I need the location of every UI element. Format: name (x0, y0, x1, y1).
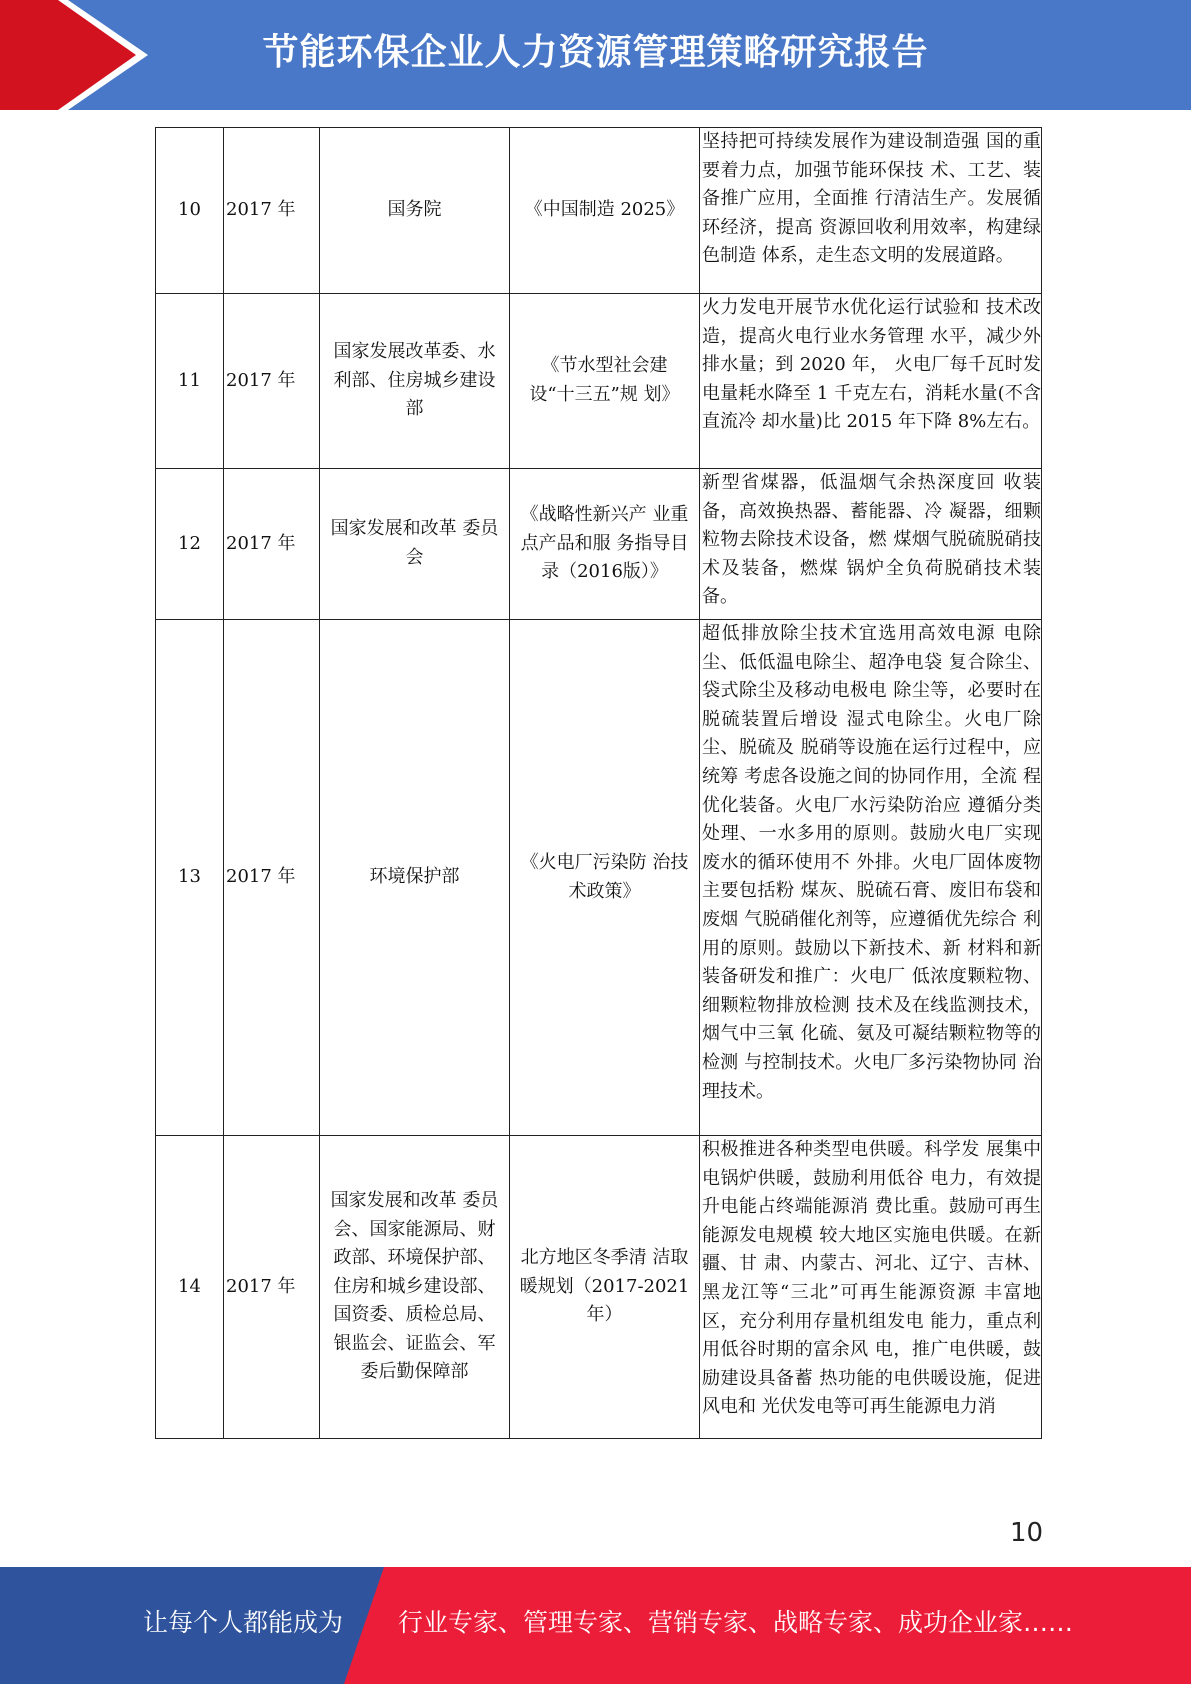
page-header (0, 0, 1191, 110)
row-year: 2017 年 (224, 1136, 320, 1439)
row-document: 《火电厂污染防 治技术政策》 (520, 851, 689, 902)
row-department: 环境保护部 (369, 866, 460, 888)
row-content: 超低排放除尘技术宜选用高效电源 电除尘、低低温电除尘、超净电袋 复合除尘、袋式除尘及移动电极电 除尘等，必要时在脱硫装置后增设 湿式电除尘。火电厂除尘、脱硫及 脱硝等设施在运行过程中，应统筹 考虑各设施之间的协同作用，全流 程优化装备。火电厂水污染防治应 遵循分类处理、一水多用的原则。鼓励火电厂实现废水的循环使用不 外排。火电厂固体废物主要包括粉 煤灰、脱硫石膏、废旧布袋和废烟 气脱硝催化剂等，应遵循优先综合 利用的原则。鼓励以下新技术、新 材料和新装备研发和推广：火电厂 低浓度颗粒物、细颗粒物排放检测 技术及在线监测技术，烟气中三氧 化硫、氨及可凝结颗粒物等的检测 与控制技术。火电厂多污染物协同 治理技术。 (700, 620, 1042, 1136)
page-number: 10 (1010, 1518, 1044, 1548)
row-number: 10 (156, 128, 224, 294)
row-document: 《中国制造 2025》 (524, 199, 685, 221)
row-year: 2017 年 (224, 128, 320, 294)
table-row (156, 128, 1042, 294)
table-row (156, 620, 1042, 1136)
row-number: 13 (156, 620, 224, 1136)
row-department: 国家发展和改革 委员会 (330, 518, 499, 568)
table-row (156, 294, 1042, 469)
row-year: 2017 年 (224, 620, 320, 1136)
row-year: 2017 年 (224, 294, 320, 469)
row-content: 火力发电开展节水优化运行试验和 技术改造，提高火电行业水务管理 水平，减少外排水量；到 2020 年， 火电厂每千瓦时发电量耗水降至 1 千克左右，消耗水量(不含直流冷 却水量)比 2015 年下降 8%左右。 (700, 294, 1042, 469)
footer-slogan-right: 行业专家、管理专家、营销专家、战略专家、成功企业家…… (398, 1608, 1074, 1637)
row-document: 《节水型社会建 设“十三五”规 划》 (529, 355, 680, 405)
table-row (156, 469, 1042, 620)
row-number: 11 (156, 294, 224, 469)
row-document: 《战略性新兴产 业重点产品和服 务指导目录（2016版）》 (520, 504, 689, 583)
row-department: 国家发展改革委、水利部、住房城乡建设部 (333, 341, 496, 420)
row-number: 12 (156, 469, 224, 620)
row-content: 积极推进各种类型电供暖。科学发 展集中电锅炉供暖，鼓励利用低谷 电力，有效提升电能占终端能源消 费比重。鼓励可再生能源发电规模 较大地区实施电供暖。在新疆、甘 肃、内蒙古、河北、辽宁、吉林、 黑龙江等“三北”可再生能源资源 丰富地区，充分利用存量机组发电 能力，重点利用低谷时期的富余风 电，推广电供暖，鼓励建设具备蓄 热功能的电供暖设施，促进风电和 光伏发电等可再生能源电力消 (702, 1139, 1041, 1418)
row-year: 2017 年 (224, 469, 320, 620)
report-title: 节能环保企业人力资源管理策略研究报告 (262, 32, 929, 73)
table-row (156, 1136, 1042, 1439)
row-content: 坚持把可持续发展作为建设制造强 国的重要着力点，加强节能环保技 术、工艺、装备推广应用，全面推 行清洁生产。发展循环经济，提高 资源回收利用效率，构建绿色制造 体系，走生态文明的发展道路。 (700, 128, 1042, 294)
row-department: 国务院 (387, 199, 442, 221)
policy-table (155, 127, 1042, 1439)
page-footer (0, 1567, 1191, 1684)
row-number: 14 (156, 1136, 224, 1439)
row-content: 新型省煤器，低温烟气余热深度回 收装备，高效换热器、蓄能器、冷 凝器，细颗粒物去除技术设备，燃 煤烟气脱硫脱硝技术及装备，燃煤 锅炉全负荷脱硝技术装备。 (700, 469, 1042, 620)
row-department: 国家发展和改革 委员会、国家能源局、财政部、环境保护部、住房和城乡建设部、国资委、质检总局、银监会、证监会、军委后勤保障部 (330, 1189, 499, 1383)
footer-slogan-left: 让每个人都能成为 (143, 1608, 344, 1637)
row-document: 北方地区冬季清 洁取暖规划（2017-2021 年） (519, 1247, 690, 1326)
